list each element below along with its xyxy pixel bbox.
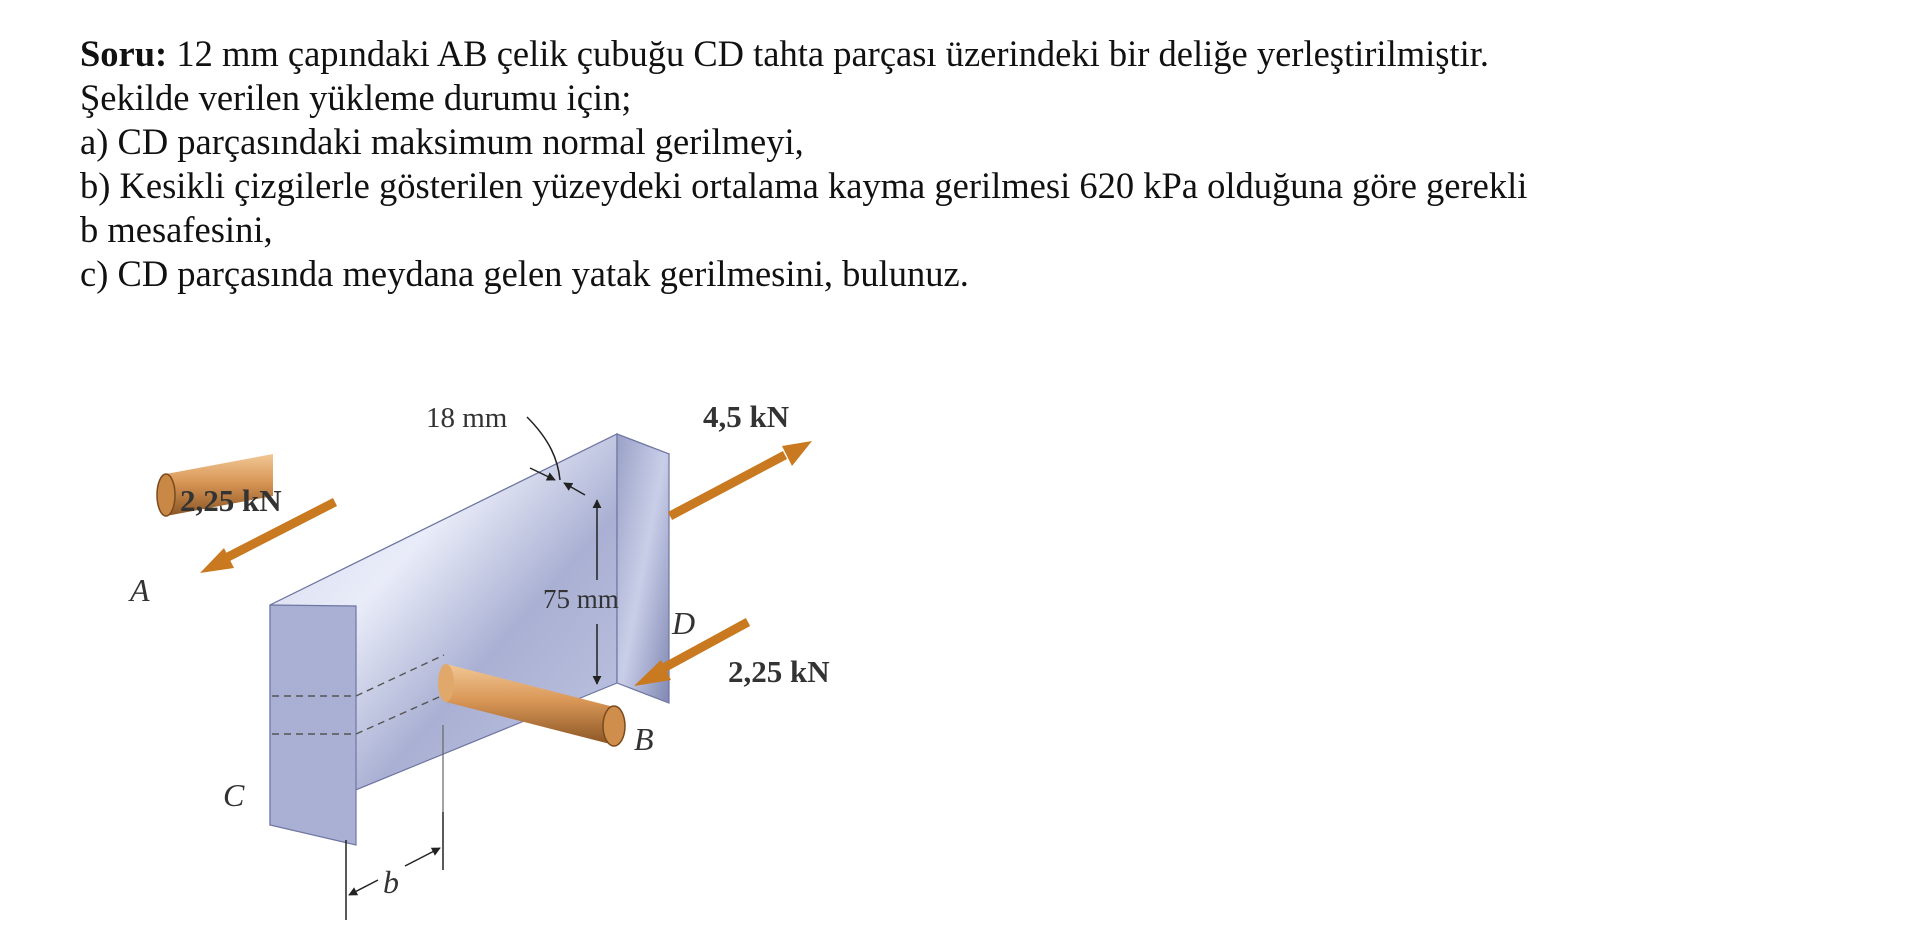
force-arrow-total bbox=[670, 441, 812, 516]
label-point-B: B bbox=[634, 721, 654, 757]
question-label: Soru: bbox=[80, 33, 168, 74]
block-CD bbox=[270, 434, 669, 845]
label-force-total: 4,5 kN bbox=[703, 399, 790, 434]
label-point-C: C bbox=[223, 777, 245, 813]
question-intro: 12 mm çapındaki AB çelik çubuğu CD tahta parçası üzerindeki bir deliğe yerleştirilmiştir. bbox=[176, 33, 1489, 74]
question-intro-2: Şekilde verilen yükleme durumu için; bbox=[80, 77, 632, 118]
question-part-b: b) Kesikli çizgilerle gösterilen yüzeydeki ortalama kayma gerilmesi 620 kPa olduğuna göre gerekli bbox=[80, 165, 1528, 206]
question-part-c: c) CD parçasında meydana gelen yatak gerilmesini, bulunuz. bbox=[80, 253, 969, 294]
label-point-D: D bbox=[672, 605, 696, 641]
question-part-a: a) CD parçasındaki maksimum normal gerilmeyi, bbox=[80, 121, 804, 162]
label-force-B: 2,25 kN bbox=[728, 654, 830, 689]
question-part-b-cont: b mesafesini, bbox=[80, 209, 273, 250]
label-dim-b: b bbox=[383, 864, 399, 900]
label-thickness: 18 mm bbox=[426, 402, 508, 434]
label-point-A: A bbox=[130, 572, 150, 608]
label-force-A: 2,25 kN bbox=[180, 483, 282, 518]
label-height: 75 mm bbox=[543, 584, 619, 614]
block-end-face bbox=[270, 605, 356, 845]
